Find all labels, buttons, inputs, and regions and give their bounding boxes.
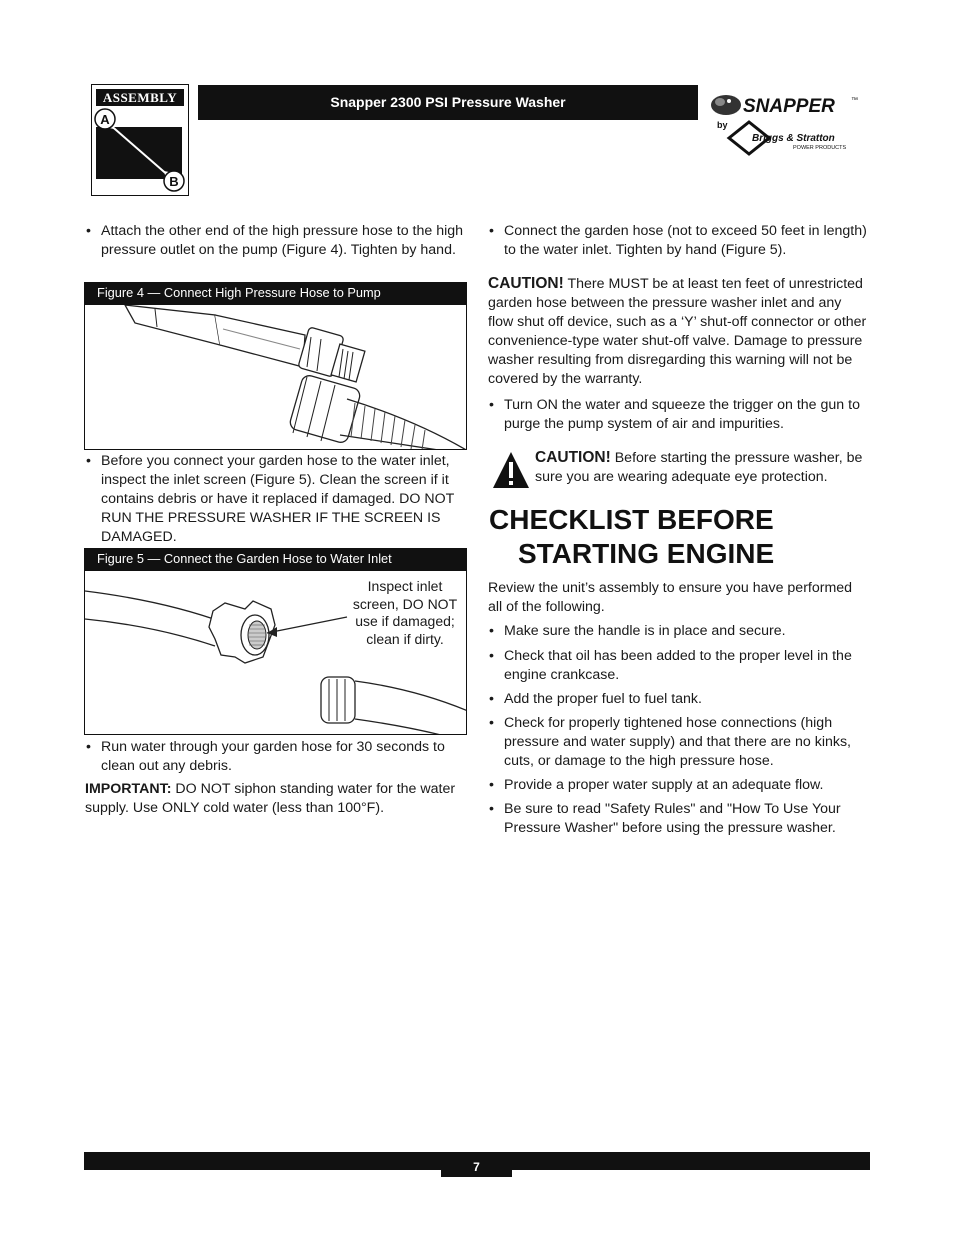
checklist-item: • Be sure to read "Safety Rules" and "How To Use Your Pressure Washer" before using the pressure washer. bbox=[489, 800, 869, 838]
snapper-logo bbox=[707, 88, 867, 158]
checklist-text: Make sure the handle is in place and secure. bbox=[504, 623, 786, 639]
list-item: • Connect the garden hose (not to exceed 50 feet in length) to the water inlet. Tighten by hand (Figure 5). bbox=[489, 222, 869, 260]
checklist-item: • Add the proper fuel to fuel tank. bbox=[489, 690, 869, 709]
diagram-label-a: A bbox=[100, 112, 110, 127]
checklist-item: • Check that oil has been added to the proper level in the engine crankcase. bbox=[489, 647, 869, 685]
checklist-text: Check that oil has been added to the proper level in the engine crankcase. bbox=[504, 648, 852, 683]
checklist-text: Check for properly tightened hose connections (high pressure and water supply) and that there are no kinks, cuts, or damage to the high pressure hose. bbox=[504, 715, 851, 769]
caution-label: CAUTION! bbox=[488, 275, 564, 292]
logo-parent-sub: POWER PRODUCTS bbox=[793, 145, 847, 151]
figure4-caption: Figure 4 — Connect High Pressure Hose to Pump bbox=[84, 282, 467, 304]
caution-label: CAUTION! bbox=[535, 449, 611, 466]
important-label: IMPORTANT: bbox=[85, 781, 172, 797]
checklist-item: • Provide a proper water supply at an adequate flow. bbox=[489, 776, 869, 795]
figure4-illustration bbox=[84, 304, 467, 450]
figure5-callout: Inspect inlet screen, DO NOT use if damaged; clean if dirty. bbox=[352, 578, 458, 647]
warning-triangle-icon bbox=[491, 450, 531, 490]
important-text: DO NOT siphon standing water for the water supply. Use ONLY cold water (less than 100°F). bbox=[85, 781, 456, 816]
hose-pump-connection-icon bbox=[85, 305, 467, 450]
caution-text: Before starting the pressure washer, be sure you are wearing adequate eye protection. bbox=[535, 450, 863, 485]
checklist-item: • Make sure the handle is in place and secure. bbox=[489, 622, 869, 641]
bullet-text: Connect the garden hose (not to exceed 50 feet in length) to the water inlet. Tighten by hand (Figure 5). bbox=[504, 223, 867, 258]
list-item: • Attach the other end of the high pressure hose to the high pressure outlet on the pump (Figure 4). Tighten by hand. bbox=[86, 222, 468, 260]
logo-tm: ™ bbox=[851, 97, 858, 104]
list-item: • Before you connect your garden hose to the water inlet, inspect the inlet screen (Figure 5). Clean the screen if it contains debris or have it replaced if damaged. DO NOT RUN THE PRESSURE WASHER IF THE SCREEN IS DAMAGED. bbox=[86, 452, 468, 547]
checklist-text: Add the proper fuel to fuel tank. bbox=[504, 691, 702, 707]
page-number: 7 bbox=[441, 1152, 512, 1177]
document-title: Snapper 2300 PSI Pressure Washer bbox=[198, 85, 698, 120]
figure5-caption: Figure 5 — Connect the Garden Hose to Water Inlet bbox=[84, 548, 467, 570]
figure5-illustration bbox=[84, 570, 467, 735]
logo-brand: SNAPPER bbox=[743, 96, 835, 117]
turtle-logo-icon bbox=[707, 88, 867, 158]
bullet-text: Turn ON the water and squeeze the trigger on the gun to purge the pump system of air and impurities. bbox=[504, 397, 860, 432]
bullet-text: Run water through your garden hose for 30 seconds to clean out any debris. bbox=[101, 739, 445, 774]
assembly-diagram-icon bbox=[92, 107, 187, 197]
bullet-text: Before you connect your garden hose to the water inlet, inspect the inlet screen (Figure 5). Clean the screen if it contains debris or have it replaced if damaged. DO NOT RUN THE PRESSURE WASHER IF THE SCREEN IS DAMAGED. bbox=[101, 453, 455, 545]
heading-line2: STARTING ENGINE bbox=[518, 538, 775, 569]
checklist-text: Provide a proper water supply at an adequate flow. bbox=[504, 777, 824, 793]
diagram-label-b: B bbox=[169, 174, 179, 189]
caution-eye-note bbox=[535, 448, 868, 487]
section-heading bbox=[489, 503, 869, 571]
caution-text: There MUST be at least ten feet of unrestricted garden hose between the pressure washer inlet and any flow shut off device, such as a ‘Y’ shut-off connector or other convenience-type water shut-off valve. Damage to pressure washer resulting from disregarding this warning will not be covered by the warranty. bbox=[488, 276, 867, 387]
checklist-intro: Review the unit’s assembly to ensure you have performed all of the following. bbox=[488, 580, 853, 615]
checklist-text: Be sure to read "Safety Rules" and "How To Use Your Pressure Washer" before using the pressure washer. bbox=[504, 801, 841, 836]
logo-by: by bbox=[717, 120, 728, 130]
list-item: • Run water through your garden hose for 30 seconds to clean out any debris. bbox=[86, 738, 468, 776]
assembly-section-icon bbox=[91, 84, 189, 196]
list-item: • Turn ON the water and squeeze the trigger on the gun to purge the pump system of air and impurities. bbox=[489, 396, 869, 434]
heading-line1: CHECKLIST BEFORE bbox=[489, 504, 774, 535]
caution-note bbox=[488, 274, 868, 389]
logo-parent: Briggs & Stratton bbox=[752, 133, 835, 144]
checklist-item: • Check for properly tightened hose connections (high pressure and water supply) and that there are no kinks, cuts, or damage to the high pressure hose. bbox=[489, 714, 869, 771]
bullet-text: Attach the other end of the high pressure hose to the high pressure outlet on the pump (Figure 4). Tighten by hand. bbox=[101, 223, 464, 258]
assembly-label: ASSEMBLY bbox=[96, 89, 184, 106]
important-note bbox=[85, 780, 467, 818]
